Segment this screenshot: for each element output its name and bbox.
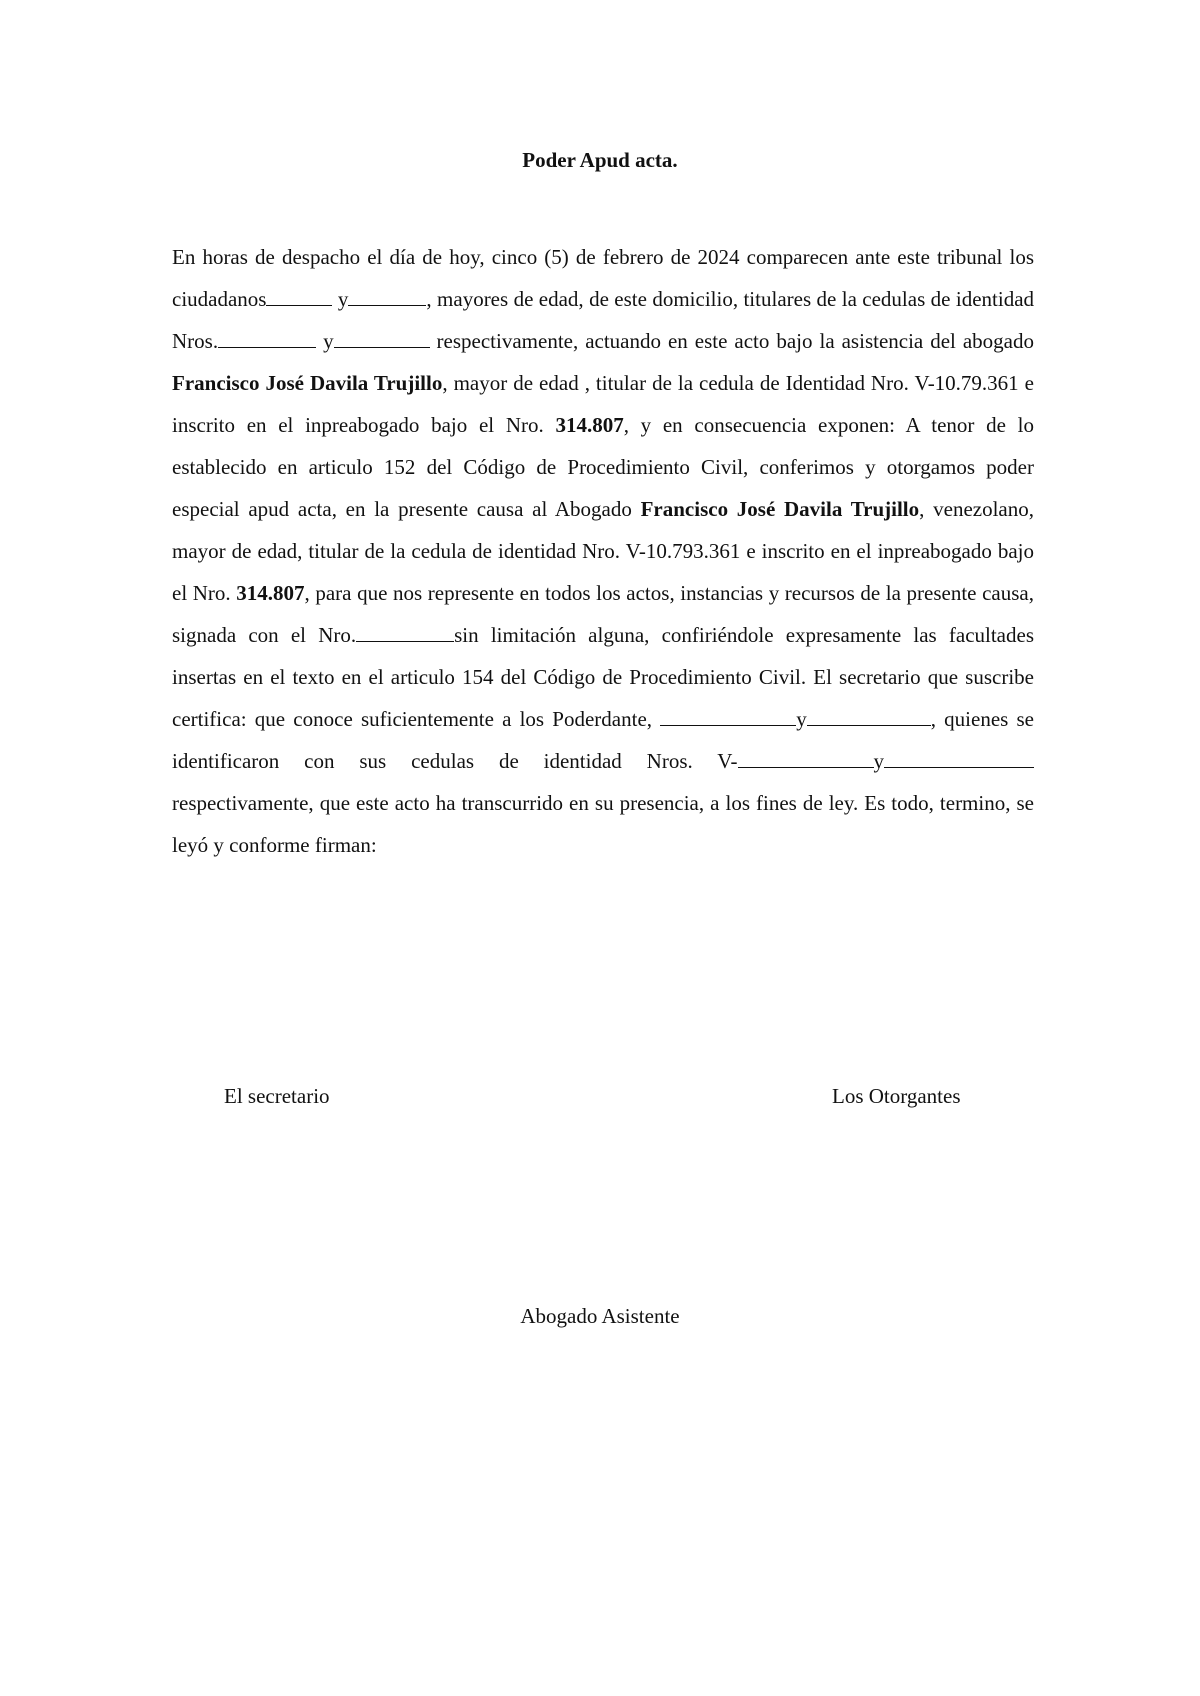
body-text-segment: sin limitación alguna, confiriéndole expresamente las facultades insertas en el texto en el articulo 154 del Código de Procedimiento Civil. El secretario que suscribe certifica: que conoce suficientemente a los Poderdante, [172, 623, 1034, 731]
document-title: Poder Apud acta. [522, 148, 678, 172]
blank-field-poderdante-1 [660, 705, 796, 726]
body-text-segment: , quienes se identificaron con sus cedulas de identidad Nros. V- [172, 707, 1034, 773]
body-text-segment: y [873, 749, 884, 773]
document-body [172, 236, 1034, 866]
body-text-segment: respectivamente, actuando en este acto bajo la asistencia del abogado [429, 329, 1034, 353]
body-text-segment: , mayor de edad , titular de la cedula de Identidad Nro. V-10.79.361 e inscrito en el inpreabogado bajo el Nro. [172, 371, 1034, 437]
body-text-segment: y [316, 329, 334, 353]
lawyer-name: Francisco José Davila Trujillo [640, 497, 920, 521]
inpreabogado-number: 314.807 [236, 581, 305, 605]
inpreabogado-number: 314.807 [555, 413, 624, 437]
signature-otorgantes-label: Los Otorgantes [832, 1084, 961, 1108]
blank-field-poderdante-2 [807, 705, 931, 726]
body-text-segment: , para que nos represente en todos los actos, instancias y recursos de la presente causa, signada con el Nro. [172, 581, 1034, 647]
body-text-segment: , mayores de edad, de este domicilio, titulares de la cedulas de identidad Nros. [172, 287, 1035, 353]
signature-secretario-label: El secretario [224, 1084, 330, 1108]
body-text-segment: , y en consecuencia exponen: A tenor de lo establecido en articulo 152 del Código de Procedimiento Civil, conferimos y otorgamos poder especial apud acta, en la presente causa al Abogado [172, 413, 1034, 521]
signature-abogado-label: Abogado Asistente [520, 1304, 680, 1328]
blank-field-cedula-poderdante-2 [884, 747, 1034, 768]
body-text-segment: y [796, 707, 807, 731]
blank-field-case-number [356, 621, 454, 642]
lawyer-name: Francisco José Davila Trujillo [172, 371, 443, 395]
blank-field-ciudadano-2 [348, 285, 426, 306]
blank-field-cedula-2 [334, 327, 430, 348]
body-text-segment: respectivamente, que este acto ha transcurrido en su presencia, a los fines de ley. Es todo, termino, se leyó y conforme firman: [172, 791, 1034, 857]
body-text-segment: y [332, 287, 349, 311]
blank-field-ciudadano-1 [266, 285, 332, 306]
blank-field-cedula-1 [218, 327, 316, 348]
body-text-segment: , venezolano, mayor de edad, titular de la cedula de identidad Nro. V-10.793.361 e inscrito en el inpreabogado bajo el Nro. [172, 497, 1034, 605]
blank-field-cedula-poderdante-1 [738, 747, 874, 768]
body-text-segment: En horas de despacho el día de hoy, cinco (5) de febrero de 2024 comparecen ante este tribunal los ciudadanos [172, 245, 1034, 311]
